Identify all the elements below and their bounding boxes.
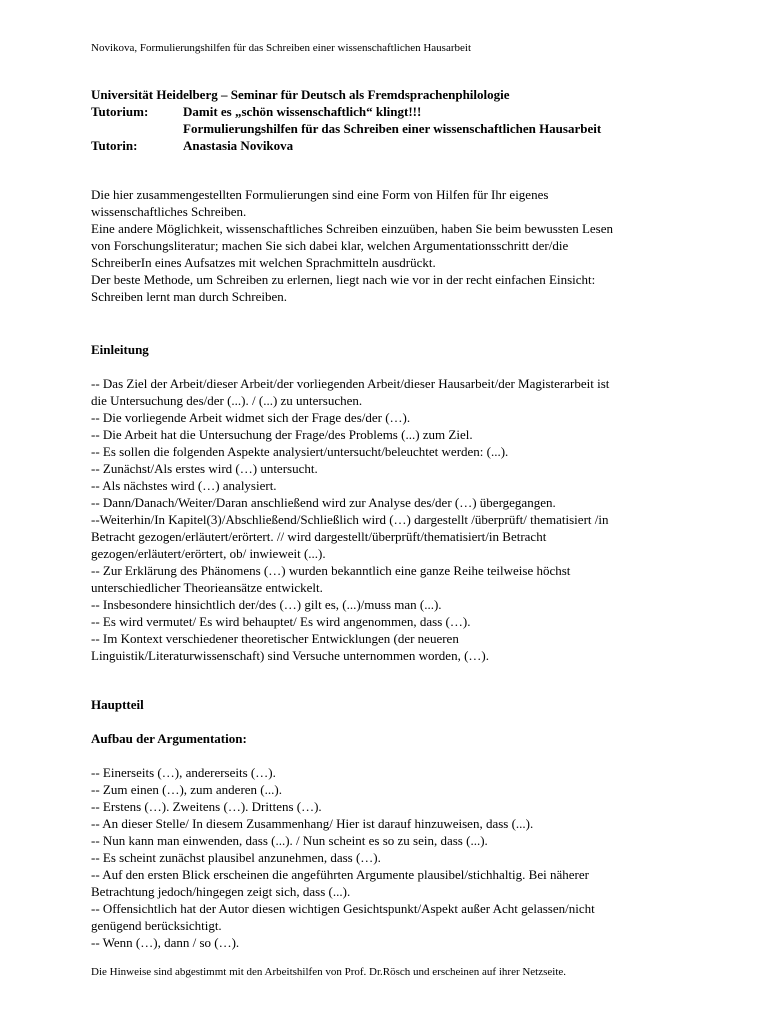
tutorin-label: Tutorin:: [91, 138, 138, 153]
einleitung-line: -- Es wird vermutet/ Es wird behauptet/ Es wird angenommen, dass (…).: [91, 614, 471, 629]
einleitung-line: -- Das Ziel der Arbeit/dieser Arbeit/der vorliegenden Arbeit/dieser Hausarbeit/der Magisterarbeit ist: [91, 376, 610, 391]
hauptteil-line: -- An dieser Stelle/ In diesem Zusammenhang/ Hier ist darauf hinzuweisen, dass (...).: [91, 816, 534, 831]
tutorium-subtitle: Formulierungshilfen für das Schreiben einer wissenschaftlichen Hausarbeit: [183, 121, 602, 136]
tutorium-row: [91, 103, 601, 120]
running-header: Novikova, Formulierungshilfen für das Schreiben einer wissenschaftlichen Hausarbeit: [91, 42, 472, 54]
einleitung-line: unterschiedlicher Theorieansätze entwickelt.: [91, 580, 323, 595]
tutorium-label: Tutorium:: [91, 104, 149, 119]
intro-line: Der beste Methode, um Schreiben zu erlernen, liegt nach wie vor in der recht einfachen Einsicht:: [91, 272, 596, 287]
einleitung-line: -- Die Arbeit hat die Untersuchung der Frage/des Problems (...) zum Ziel.: [91, 427, 473, 442]
hauptteil-line: -- Nun kann man einwenden, dass (...). / Nun scheint es so zu sein, dass (...).: [91, 833, 488, 848]
hauptteil-line: -- Einerseits (…), andererseits (…).: [91, 765, 276, 780]
tutorium-title: Damit es „schön wissenschaftlich“ klingt!!!: [183, 104, 422, 119]
footer-note: Die Hinweise sind abgestimmt mit den Arbeitshilfen von Prof. Dr.Rösch und erscheinen auf ihrer Netzseite.: [91, 966, 567, 978]
hauptteil-line: -- Offensichtlich hat der Autor diesen wichtigen Gesichtspunkt/Aspekt außer Acht gelassen/nicht: [91, 901, 595, 916]
hauptteil-line: -- Wenn (…), dann / so (…).: [91, 935, 240, 950]
einleitung-line: Betracht gezogen/erläutert/erörtert. // wird dargestellt/überprüft/thematisiert/in Betracht: [91, 529, 547, 544]
hauptteil-line: -- Zum einen (…), zum anderen (...).: [91, 782, 282, 797]
intro-paragraph: [91, 186, 671, 305]
intro-line: von Forschungsliteratur; machen Sie sich dabei klar, welchen Argumentationsschritt der/die: [91, 238, 569, 253]
hauptteil-line: Betrachtung jedoch/hingegen zeigt sich, dass (...).: [91, 884, 351, 899]
tutorin-name: Anastasia Novikova: [183, 138, 294, 153]
einleitung-line: -- Zunächst/Als erstes wird (…) untersucht.: [91, 461, 318, 476]
section-heading-einleitung: Einleitung: [91, 342, 149, 357]
einleitung-line: -- Es sollen die folgenden Aspekte analysiert/untersucht/beleuchtet werden: (...).: [91, 444, 509, 459]
hauptteil-line: -- Es scheint zunächst plausibel anzunehmen, dass (…).: [91, 850, 381, 865]
tutorin-row: [91, 137, 601, 154]
einleitung-line: die Untersuchung des/der (...). / (...) zu untersuchen.: [91, 393, 363, 408]
einleitung-line: -- Zur Erklärung des Phänomens (…) wurden bekanntlich eine ganze Reihe teilweise höchst: [91, 563, 571, 578]
einleitung-line: gezogen/erläutert/erörtert, ob/ inwieweit (...).: [91, 546, 326, 561]
intro-line: wissenschaftliches Schreiben.: [91, 204, 247, 219]
title-block: [91, 86, 601, 154]
einleitung-line: -- Dann/Danach/Weiter/Daran anschließend wird zur Analyse des/der (…) übergegangen.: [91, 495, 556, 510]
intro-line: SchreiberIn eines Aufsatzes mit welchen Sprachmitteln ausdrückt.: [91, 255, 436, 270]
einleitung-line: -- Als nächstes wird (…) analysiert.: [91, 478, 277, 493]
hauptteil-line: -- Erstens (…). Zweitens (…). Drittens (…).: [91, 799, 322, 814]
einleitung-line: --Weiterhin/In Kapitel(3)/Abschließend/Schließlich wird (…) dargestellt /überprüft/ thematisiert /in: [91, 512, 609, 527]
university-line: Universität Heidelberg – Seminar für Deutsch als Fremdsprachenphilologie: [91, 87, 510, 102]
hauptteil-list: [91, 764, 671, 951]
hauptteil-line: genügend berücksichtigt.: [91, 918, 222, 933]
intro-line: Die hier zusammengestellten Formulierungen sind eine Form von Hilfen für Ihr eigenes: [91, 187, 549, 202]
intro-line: Schreiben lernt man durch Schreiben.: [91, 289, 288, 304]
einleitung-list: [91, 375, 671, 664]
einleitung-line: -- Insbesondere hinsichtlich der/des (…) gilt es, (...)/muss man (...).: [91, 597, 442, 612]
einleitung-line: -- Im Kontext verschiedener theoretischer Entwicklungen (der neueren: [91, 631, 459, 646]
einleitung-line: -- Die vorliegende Arbeit widmet sich der Frage des/der (…).: [91, 410, 411, 425]
intro-line: Eine andere Möglichkeit, wissenschaftliches Schreiben einzuüben, haben Sie beim bewussten Lesen: [91, 221, 614, 236]
hauptteil-line: -- Auf den ersten Blick erscheinen die angeführten Argumente plausibel/stichhaltig. Bei näherer: [91, 867, 589, 882]
einleitung-line: Linguistik/Literaturwissenschaft) sind Versuche unternommen worden, (…).: [91, 648, 489, 663]
subheading-argumentation: Aufbau der Argumentation:: [91, 731, 247, 746]
section-heading-hauptteil: Hauptteil: [91, 697, 144, 712]
